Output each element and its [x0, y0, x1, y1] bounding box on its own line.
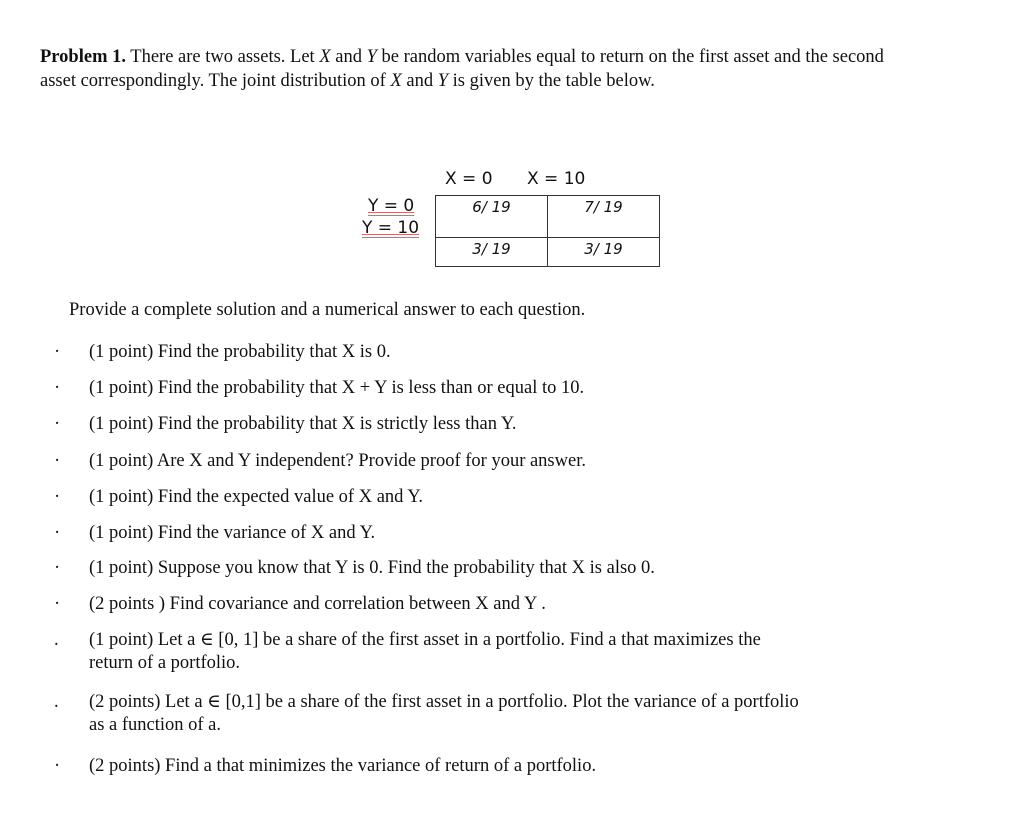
intro-text-1: There are two assets. Let	[125, 47, 320, 67]
col-header-x0: X = 0	[445, 169, 493, 189]
cell-y10-x10: 3/ 19	[584, 240, 623, 258]
table-divider-horizontal	[436, 237, 659, 238]
question-text: (1 point) Find the expected value of X and Y.	[89, 487, 423, 507]
bullet: ·	[54, 756, 61, 776]
intro-and-2: and	[401, 70, 438, 91]
question-text: (1 point) Suppose you know that Y is 0. Find the probability that X is also 0.	[89, 558, 655, 578]
question-text: (1 point) Find the probability that X is 0.	[89, 342, 391, 362]
question-line-2: return of a portfolio.	[89, 653, 241, 673]
col-header-x10: X = 10	[527, 169, 586, 189]
bullet: ·	[54, 378, 61, 398]
question-line-2: as a function of a.	[89, 715, 222, 735]
bullet: ·	[54, 414, 61, 434]
instructions: Provide a complete solution and a numerical answer to each question.	[69, 300, 586, 320]
intro-text-3: is given by the table below.	[448, 70, 655, 91]
row-header-y10	[362, 218, 419, 238]
bullet: ·	[54, 451, 61, 471]
row-header-y10-text: Y = 10	[362, 218, 420, 238]
cell-y10-x0: 3/ 19	[472, 240, 511, 258]
question-line-1: (1 point) Let a ∈ [0, 1] be a share of the first asset in a portfolio. Find a that maximizes the	[89, 630, 761, 650]
question-text: (2 points ) Find covariance and correlation between X and Y .	[89, 594, 546, 614]
question-text: (1 point) Are X and Y independent? Provide proof for your answer.	[89, 451, 586, 471]
var-y: Y	[366, 47, 377, 67]
bullet: ·	[54, 487, 61, 507]
question-text: (1 point) Find the probability that X + Y is less than or equal to 10.	[89, 378, 585, 398]
intro-and: and	[330, 47, 367, 67]
bullet: ·	[54, 523, 61, 543]
bullet: .	[54, 692, 59, 712]
var-x: X	[319, 47, 331, 67]
problem-heading: Problem 1.	[40, 47, 126, 67]
cell-y0-x10: 7/ 19	[584, 198, 623, 216]
question-text: (1 point) Find the variance of X and Y.	[89, 523, 376, 543]
bullet: .	[54, 630, 59, 650]
cell-y0-x0: 6/ 19	[472, 198, 511, 216]
var-y-2: Y	[437, 70, 449, 91]
var-x-2: X	[390, 70, 402, 91]
row-header-y0	[368, 196, 414, 216]
joint-distribution-table	[435, 195, 660, 267]
problem-statement	[40, 46, 920, 93]
question-text	[89, 629, 929, 675]
intro-text-2: be random variables equal to return on the first asset and the second asset correspondingly. The joint distribution of	[40, 47, 884, 91]
row-header-y0-text: Y = 0	[368, 196, 415, 216]
question-text: (1 point) Find the probability that X is strictly less than Y.	[89, 414, 517, 434]
question-text: (2 points) Find a that minimizes the variance of return of a portfolio.	[89, 756, 597, 776]
question-line-1: (2 points) Let a ∈ [0,1] be a share of the first asset in a portfolio. Plot the variance of a portfolio	[89, 692, 799, 712]
question-text	[89, 691, 929, 737]
bullet: ·	[54, 594, 61, 614]
bullet: ·	[54, 558, 61, 578]
bullet: ·	[54, 342, 61, 362]
